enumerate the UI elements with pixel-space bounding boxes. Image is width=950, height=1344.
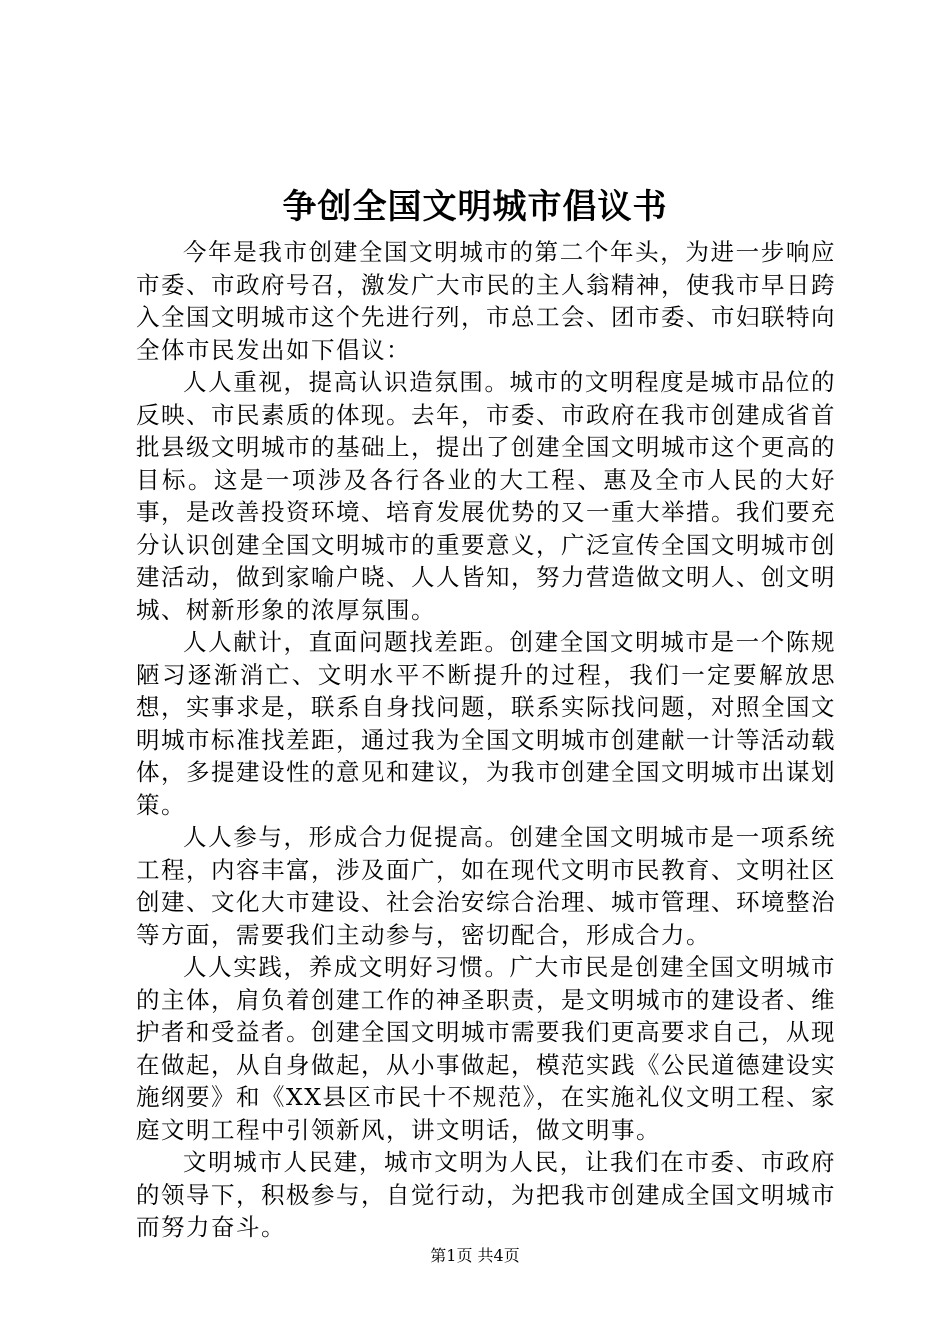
paragraph-closing: 文明城市人民建，城市文明为人民，让我们在市委、市政府的领导下，积极参与，自觉行动，为把我市创建成全国文明城市而努力奋斗。: [136, 1148, 836, 1241]
document-title: 争创全国文明城市倡议书: [282, 187, 668, 227]
document-body: [136, 236, 836, 1244]
paragraph-attention: 人人重视，提高认识造氛围。城市的文明程度是城市品位的反映、市民素质的体现。去年，市委、市政府在我市创建成省首批县级文明城市的基础上，提出了创建全国文明城市这个更高的目标。这是一项涉及各行各业的大工程、惠及全市人民的大好事，是改善投资环境、培育发展优势的又一重大举措。我们要充分认识创建全国文明城市的重要意义，广泛宣传全国文明城市创建活动，做到家喻户晓、人人皆知，努力营造做文明人、创文明城、树新形象的浓厚氛围。: [136, 368, 836, 624]
paragraph-intro: 今年是我市创建全国文明城市的第二个年头，为进一步响应市委、市政府号召，激发广大市民的主人翁精神，使我市早日跨入全国文明城市这个先进行列，市总工会、团市委、市妇联特向全体市民发出如下倡议：: [136, 238, 836, 364]
paragraph-practice: 人人实践，养成文明好习惯。广大市民是创建全国文明城市的主体，肩负着创建工作的神圣职责，是文明城市的建设者、维护者和受益者。创建全国文明城市需要我们更高要求自己，从现在做起，从自身做起，从小事做起，模范实践《公民道德建设实施纲要》和《XX县区市民十不规范》，在实施礼仪文明工程、家庭文明工程中引领新风，讲文明话，做文明事。: [136, 953, 836, 1144]
page-number-footer: 第1页 共4页: [430, 1246, 520, 1265]
paragraph-participation: 人人参与，形成合力促提高。创建全国文明城市是一项系统工程，内容丰富，涉及面广，如在现代文明市民教育、文明社区创建、文化大市建设、社会治安综合治理、城市管理、环境整治等方面，需要我们主动参与，密切配合，形成合力。: [136, 823, 836, 949]
paragraph-suggestions: 人人献计，直面问题找差距。创建全国文明城市是一个陈规陋习逐渐消亡、文明水平不断提升的过程，我们一定要解放思想，实事求是，联系自身找问题，联系实际找问题，对照全国文明城市标准找差距，通过我为全国文明城市创建献一计等活动载体，多提建设性的意见和建议，为我市创建全国文明城市出谋划策。: [136, 628, 836, 819]
